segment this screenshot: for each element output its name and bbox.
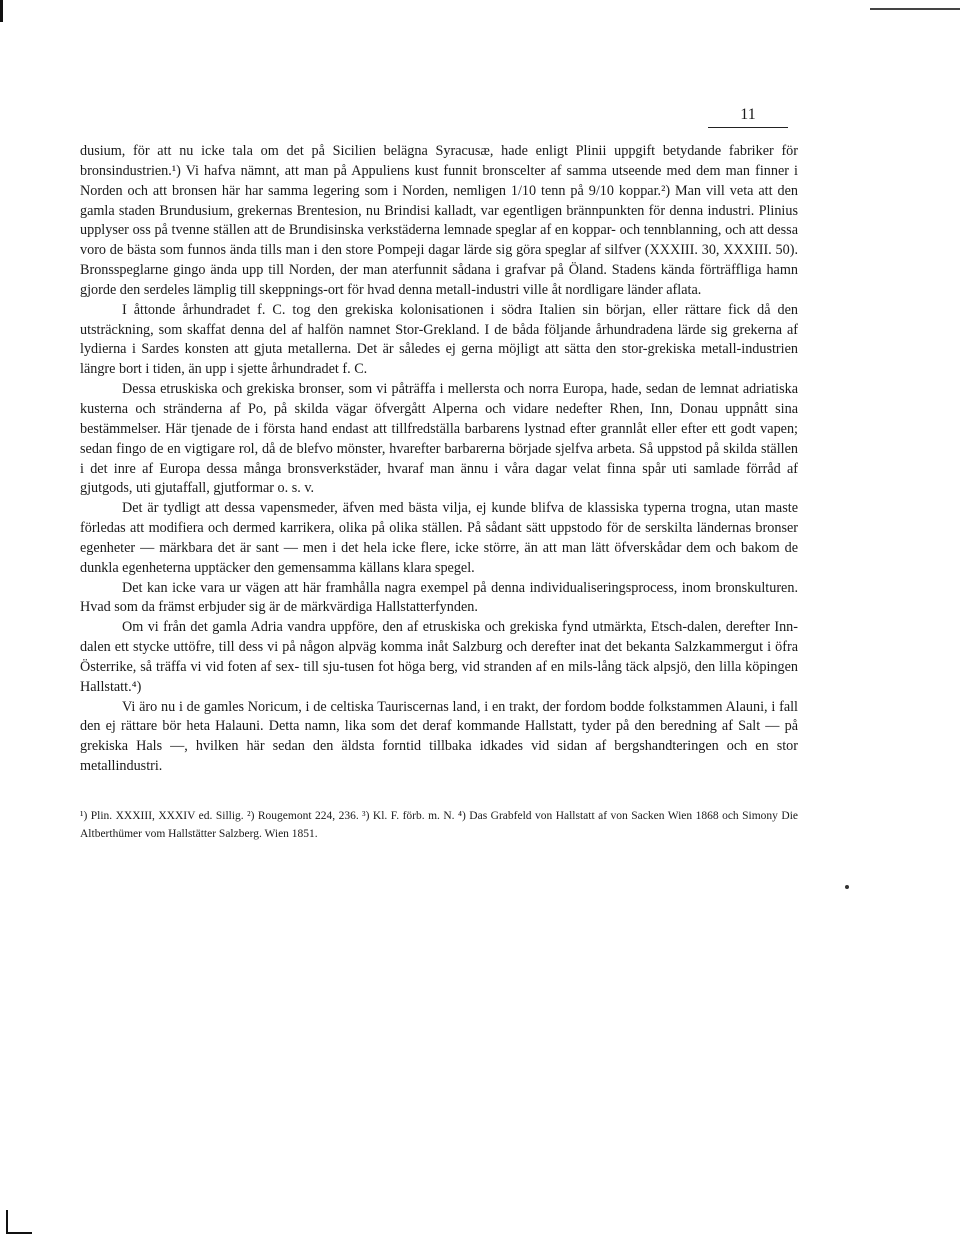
paragraph: Dessa etruskiska och grekiska bronser, som vi påträffa i mellersta och norra Europa, hade, sedan de lemnat adriatiska kusterna och stränderna af Po, på skilda vägar öfvergått Alperna och vidare nedefter Rhen, Inn, Donau uppnått sina bestämmelser. Här tjenade de i första hand endast att tillfredställa barbarens lystnad efter grannlåt eller efter ett godt vapen; sedan fingo de en vigtigare rol, då de blefvo mönster, hvarefter barbarerna började sjelfva arbeta. Så uppstod på skilda ställen i det inre af Europa dessa många bronsverkstäder, hvaraf man ännu i våra dagar velat finna spår uti samlade förråd af gjutgods, uti gjutaffall, gjutformar o. s. v. bbox=[80, 381, 798, 497]
paragraph: dusium, för att nu icke tala om det på Sicilien belägna Syracusæ, hade enligt Plinii uppgift betydande fabriker för bronsindustrien.¹) Vi hafva nämnt, att man på Appuliens kust funnit bronscelter af samma utseende med dem man finner i Norden och att bronsen här har samma legering som i Norden, nemligen 1/10 tenn på 9/10 koppar.²) Man vill veta att den gamla staden Brundusium, grekernas Brentesion, nu Brindisi kalladt, var egentligen brännpunkten för denna industri. Plinius upplyser oss på tvenne ställen att de Brundisinska verkstäderna lemnade speglar af en koppar- och tennblanning, och att dessa voro de bästa som funnos ända tills man i den store Pompeji dagar lärde sig göra speglar af silfver (XXXIII. 30, XXXIII. 50). Bronsspeglarne gingo ända upp till Norden, der man aterfunnit sådana i grafvar på Öland. Stadens kända förträffliga hamn gjorde den serdeles lämplig till skeppnings-ort för hvad denna metall-industri ville åt nordligare länder aflata. bbox=[80, 143, 798, 298]
paragraph: Om vi från det gamla Adria vandra uppföre, den af etruskiska och grekiska fynd utmärkta, Etsch-dalen, derefter Inn-dalen ett stycke uttöfre, till dess vi på någon alpväg komma inåt Salzburg och derefter inat det bekanta Salzkammergut i öfra Österrike, så träffa vi vid foten af sex- till sju-tusen fot höga berg, vid stranden af en mils-lång täck alpsjö, den lilla köpingen Hallstatt.⁴) bbox=[80, 619, 798, 695]
paragraph: I åttonde århundradet f. C. tog den grekiska kolonisationen i södra Italien sin början, eller rättare fick då den utsträckning, som skaffat denna del af halfön namnet Stor-Grekland. I de båda följande århundradena lärde sig grekerna af lydierna i Sardes konsten att gjuta metallerna. Det är således ej gerna möjligt att sätta den stor-grekiska metall-industrien längre bort i tiden, än upp i sjette århundradet f. C. bbox=[80, 301, 798, 378]
scan-edge-mark bbox=[0, 0, 3, 22]
body-text bbox=[80, 142, 798, 777]
page-number-header bbox=[80, 104, 798, 128]
footnotes: ¹) Plin. XXXIII, XXXIV ed. Sillig. ²) Rougemont 224, 236. ³) Kl. F. förb. m. N. ⁴) Das Grabfeld von Hallstatt af von Sacken Wien 1868 och Simony Die Altberthümer vom Hallstätter Salzberg. Wien 1851. bbox=[80, 810, 798, 840]
scan-edge-mark bbox=[6, 1210, 8, 1234]
scan-edge-mark bbox=[870, 8, 960, 10]
scan-edge-mark bbox=[6, 1232, 32, 1234]
scan-speck bbox=[845, 885, 849, 889]
paragraph: Det kan icke vara ur vägen att här framhålla nagra exempel på denna individualiseringsprocess, inom bronskulturen. Hvad som da främst erbjuder sig är de märkvärdiga Hallstatterfynden. bbox=[80, 579, 798, 616]
document-page bbox=[80, 104, 798, 843]
page-number: 11 bbox=[708, 104, 788, 128]
paragraph: Det är tydligt att dessa vapensmeder, äfven med bästa vilja, ej kunde blifva de klassiska typerna trogna, utan maste förledas att modifiera och dermed karrikera, olika på olika ställen. På sådant sätt uppstodo för de serskilta ländernas bronser egenheter — märkbara det är sant — men i det hela icke flere, icke större, än att man lätt öfverskådar dem och bakom de dunkla egenheterna upptäcker den gemensamma källans klara spegel. bbox=[80, 500, 798, 576]
paragraph: Vi äro nu i de gamles Noricum, i de celtiska Tauriscernas land, i en trakt, der fordom bodde folkstammen Alauni, i fall den ej rättare bör heta Halauni. Detta namn, lika som det deraf kommande Hallstatt, tyder på den beredning af Salt — på grekiska Hals —, hvilken här sedan den äldsta forntid tillbaka idkades vid sidan af bergshandteringen och en stor metallindustri. bbox=[80, 698, 798, 775]
